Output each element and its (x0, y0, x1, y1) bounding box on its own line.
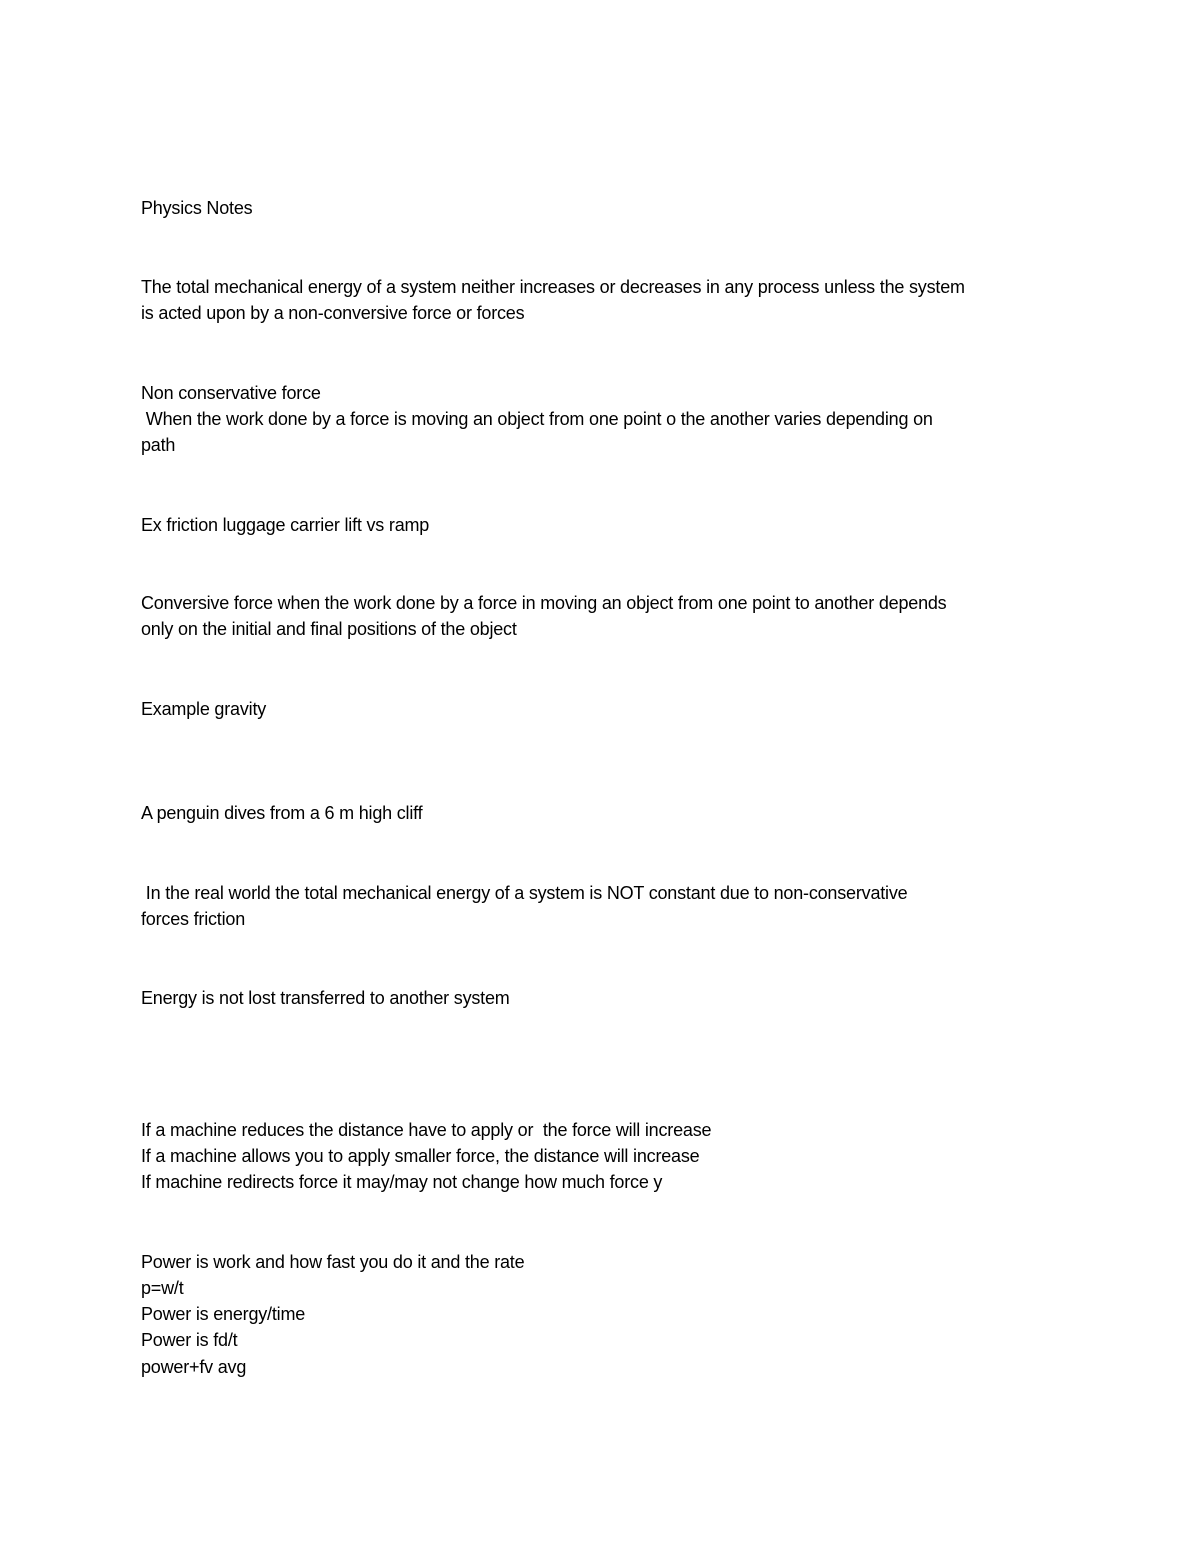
text-line: Non conservative force (141, 383, 321, 403)
text-line: Conversive force when the work done by a force in moving an object from one point to another depends (141, 593, 947, 613)
text-line: When the work done by a force is moving an object from one point o the another varies depending on (141, 409, 933, 429)
text-line: If machine redirects force it may/may not change how much force y (141, 1172, 663, 1192)
text-line: Power is fd/t (141, 1330, 238, 1350)
text-line: Power is energy/time (141, 1304, 306, 1324)
text-line: In the real world the total mechanical energy of a system is NOT constant due to non-conservative (141, 883, 908, 903)
text-line: path (141, 435, 176, 455)
text-line: p=w/t (141, 1278, 184, 1298)
text-line: Example gravity (141, 699, 267, 719)
text-line: forces friction (141, 909, 246, 929)
text-line: If a machine allows you to apply smaller force, the distance will increase (141, 1146, 700, 1166)
text-line: If a machine reduces the distance have to apply or the force will increase (141, 1120, 712, 1140)
text-line: Energy is not lost transferred to another system (141, 988, 510, 1008)
text-line: is acted upon by a non-conversive force or forces (141, 303, 525, 323)
text-line: The total mechanical energy of a system neither increases or decreases in any process unless the system (141, 277, 965, 297)
text-line: A penguin dives from a 6 m high cliff (141, 803, 423, 823)
text-line: only on the initial and final positions of the object (141, 619, 517, 639)
text-line: Ex friction luggage carrier lift vs ramp (141, 515, 430, 535)
text-line: Power is work and how fast you do it and the rate (141, 1252, 525, 1272)
document-title: Physics Notes (141, 198, 253, 218)
text-line: power+fv avg (141, 1357, 247, 1377)
